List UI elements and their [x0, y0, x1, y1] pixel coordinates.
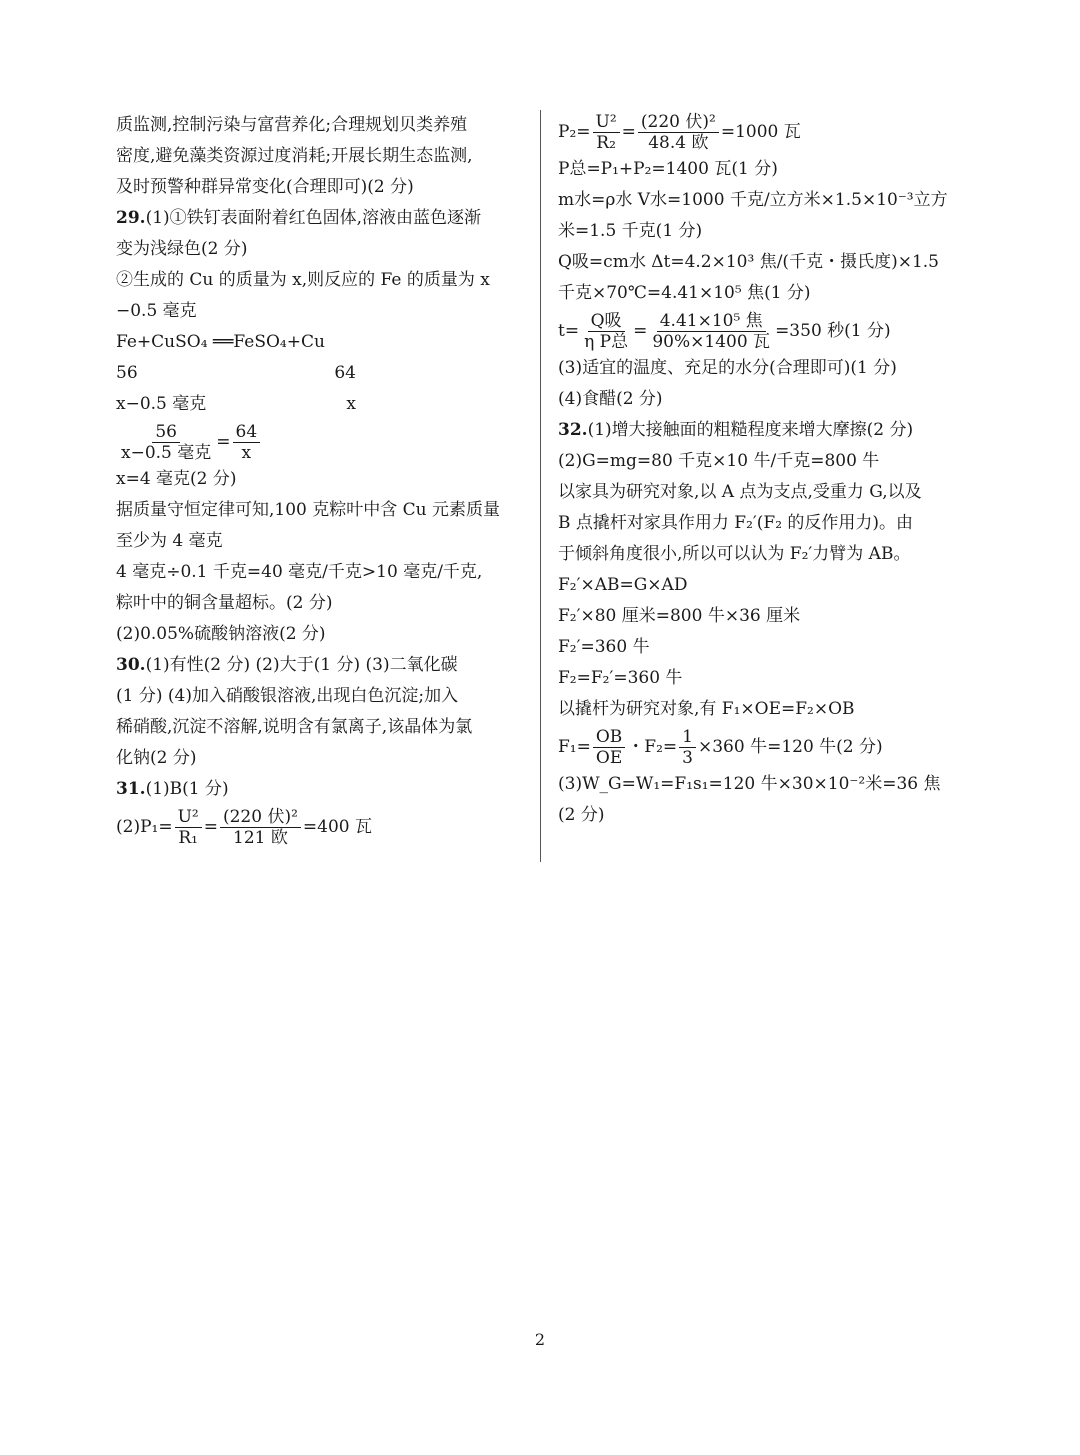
- text-line: 及时预警种群异常变化(合理即可)(2 分): [116, 177, 414, 197]
- power-equation-p1: (2)P₁= $\frac{\text{U²}}{\text{R₁}}$ = $\frac{\text{(220 伏)²}}{\text{121 欧}}$ =400 瓦: [116, 806, 373, 848]
- text-line: F₂′=360 牛: [558, 637, 650, 657]
- text-line: 质监测,控制污染与富营养化;合理规划贝类养殖: [116, 115, 468, 135]
- text-line: F₂=F₂′=360 牛: [558, 668, 683, 688]
- time-equation: t= $\frac{\text{Q吸}}{\text{η P总}}$ = $\frac{\text{4.41×10⁵ 焦}}{\text{90\%×1400 瓦}}$ =350 秒(1 分): [558, 310, 891, 352]
- fraction: $\frac{\text{(220 伏)²}}{\text{121 欧}}$: [220, 807, 301, 848]
- text-line: 米=1.5 千克(1 分): [558, 221, 703, 241]
- text-line: P总=P₁+P₂=1400 瓦(1 分): [558, 159, 778, 179]
- question-number: 32.: [558, 420, 588, 440]
- text-line: 稀硝酸,沉淀不溶解,说明含有氯离子,该晶体为氯: [116, 717, 473, 737]
- force-equation-f1: F₁= $\frac{OB}{OE}$ ・F₂= $\frac{1}{3}$ ×360 牛=120 牛(2 分): [558, 726, 883, 768]
- actual-mass-row: x−0.5 毫克 x: [116, 394, 356, 414]
- text-line: 以家具为研究对象,以 A 点为支点,受重力 G,以及: [558, 482, 922, 502]
- page-number: 2: [534, 1330, 546, 1349]
- text-line: 至少为 4 毫克: [116, 531, 223, 551]
- question-31-line: 31.(1)B(1 分): [116, 779, 229, 799]
- relative-mass-row: 56 64: [116, 363, 356, 383]
- text-line: 粽叶中的铜含量超标。(2 分): [116, 593, 333, 613]
- fraction: $\frac{\text{U²}}{\text{R₁}}$: [175, 807, 202, 848]
- text-line: F₂′×80 厘米=800 牛×36 厘米: [558, 606, 801, 626]
- text-line: B 点撬杆对家具作用力 F₂′(F₂ 的反作用力)。由: [558, 513, 914, 533]
- fraction: $\frac{1}{3}$: [679, 727, 696, 768]
- text-line: x=4 毫克(2 分): [116, 469, 237, 489]
- text-line: ②生成的 Cu 的质量为 x,则反应的 Fe 的质量为 x: [116, 270, 490, 290]
- text-line: (1 分) (4)加入硝酸银溶液,出现白色沉淀;加入: [116, 686, 459, 706]
- question-number: 30.: [116, 655, 146, 675]
- question-number: 31.: [116, 779, 146, 799]
- fraction: $\frac{\text{U²}}{\text{R₂}}$: [593, 112, 620, 153]
- text-line: 以撬杆为研究对象,有 F₁×OE=F₂×OB: [558, 699, 855, 719]
- chemical-equation: Fe+CuSO₄ ══FeSO₄+Cu: [116, 332, 325, 352]
- fraction: $\frac{\text{(220 伏)²}}{\text{48.4 欧}}$: [638, 112, 719, 153]
- text-line: 据质量守恒定律可知,100 克粽叶中含 Cu 元素质量: [116, 500, 501, 520]
- column-divider: [540, 110, 541, 862]
- text-line: 化钠(2 分): [116, 748, 197, 768]
- fraction: $\frac{56}{\text{x−0.5 毫克}}$: [121, 421, 212, 463]
- text-line: (3)适宜的温度、充足的水分(合理即可)(1 分): [558, 358, 897, 378]
- proportion-equation: $\frac{56}{\text{x−0.5 毫克}}$ = $\frac{64}{x}$: [116, 420, 524, 464]
- text-line: (3)W_G=W₁=F₁s₁=120 牛×30×10⁻²米=36 焦: [558, 774, 941, 794]
- text-line: F₂′×AB=G×AD: [558, 575, 688, 595]
- question-32-line: 32.(1)增大接触面的粗糙程度来增大摩擦(2 分): [558, 420, 914, 440]
- fraction: $\frac{OB}{OE}$: [593, 727, 625, 768]
- fraction: $\frac{\text{Q吸}}{\text{η P总}}$: [584, 310, 629, 352]
- question-30-line: 30.(1)有性(2 分) (2)大于(1 分) (3)二氧化碳: [116, 655, 458, 675]
- text-line: (4)食醋(2 分): [558, 389, 663, 409]
- text-line: (2)G=mg=80 千克×10 牛/千克=800 牛: [558, 451, 880, 471]
- text-line: (2)0.05%硫酸钠溶液(2 分): [116, 624, 326, 644]
- text-line: Q吸=cm水 Δt=4.2×10³ 焦/(千克・摄氏度)×1.5: [558, 252, 939, 272]
- text-line: m水=ρ水 V水=1000 千克/立方米×1.5×10⁻³立方: [558, 190, 948, 210]
- text-line: −0.5 毫克: [116, 301, 197, 321]
- power-equation-p2: P₂= $\frac{\text{U²}}{\text{R₂}}$ = $\frac{\text{(220 伏)²}}{\text{48.4 欧}}$ =1000 瓦: [558, 111, 801, 153]
- question-29-line: 29.(1)①铁钉表面附着红色固体,溶液由蓝色逐渐: [116, 208, 482, 228]
- right-column: [558, 110, 968, 831]
- text-line: 变为浅绿色(2 分): [116, 239, 248, 259]
- question-number: 29.: [116, 208, 146, 228]
- text-line: 4 毫克÷0.1 千克=40 毫克/千克>10 毫克/千克,: [116, 562, 483, 582]
- fraction: $\frac{\text{4.41×10⁵ 焦}}{\text{90\%×1400 瓦}}$: [652, 310, 771, 352]
- left-column: [116, 110, 524, 849]
- text-line: 千克×70℃=4.41×10⁵ 焦(1 分): [558, 283, 811, 303]
- fraction: $\frac{64}{x}$: [233, 422, 261, 463]
- text-line: (2 分): [558, 805, 605, 825]
- text-line: 密度,避免藻类资源过度消耗;开展长期生态监测,: [116, 146, 473, 166]
- text-line: 于倾斜角度很小,所以可以认为 F₂′力臂为 AB。: [558, 544, 911, 564]
